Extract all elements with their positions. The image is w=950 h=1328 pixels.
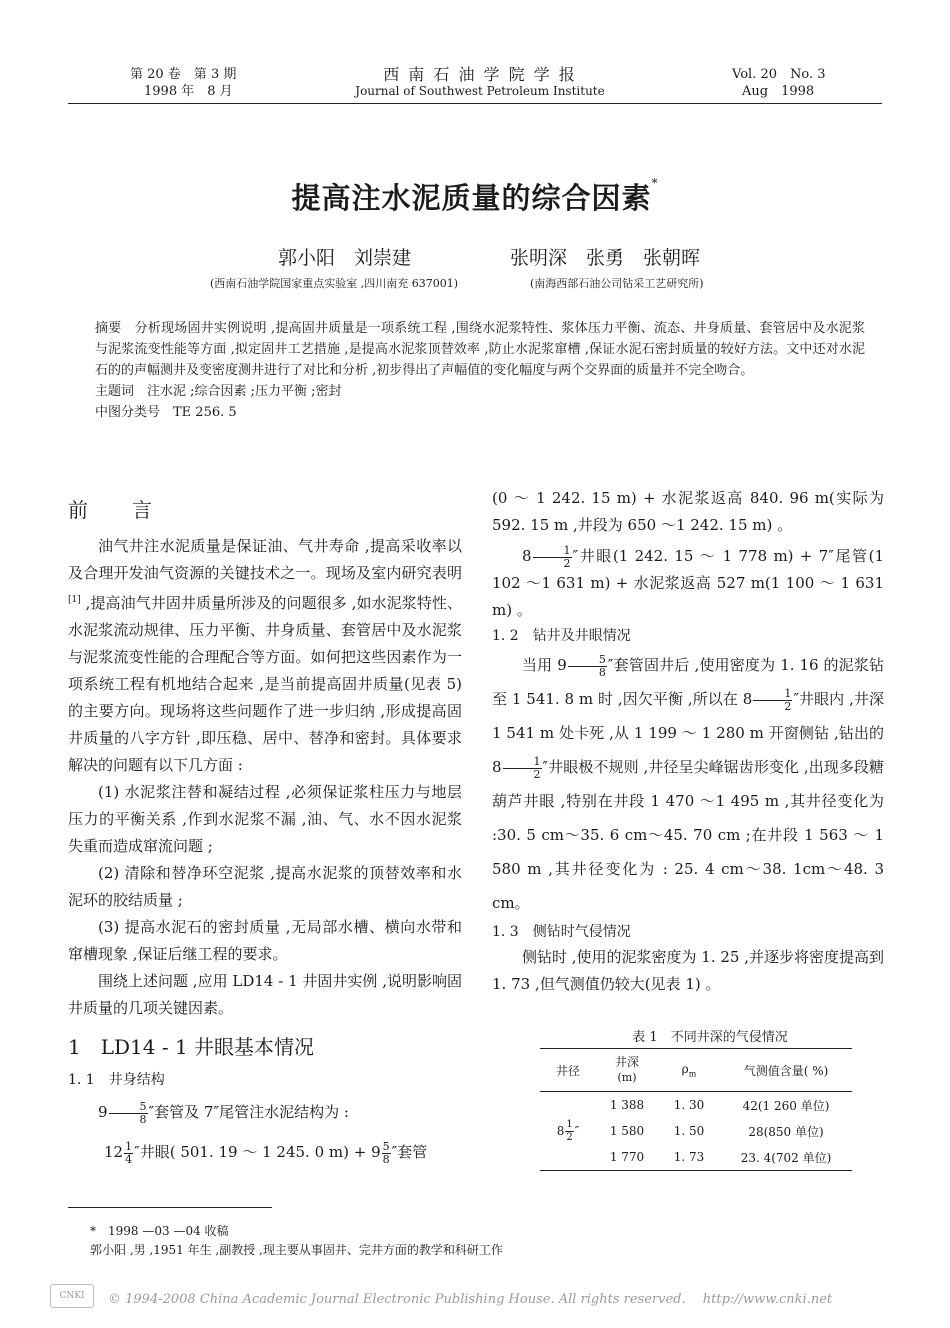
bore-unit: ″ bbox=[574, 1123, 580, 1138]
paper-title bbox=[0, 176, 950, 217]
liner-structure bbox=[492, 543, 884, 624]
table-header-row bbox=[540, 1049, 852, 1092]
header-rule bbox=[68, 103, 882, 104]
td-bore bbox=[540, 1092, 596, 1171]
abstract bbox=[95, 318, 865, 381]
classification-text: TE 256. 5 bbox=[160, 405, 237, 420]
drilling-text-c: ″井眼内 ,井深 1 541 m 处卡死 ,从 1 199 ～ 1 280 m 开窗侧钻 ,钻出的 8 bbox=[492, 690, 885, 776]
fraction-5-8 bbox=[382, 1141, 391, 1166]
th-depth-unit: (m) bbox=[617, 1071, 637, 1084]
classification-label: 中图分类号 bbox=[95, 405, 161, 420]
section-intro-heading: 前 言 bbox=[68, 498, 164, 522]
td-gas: 42(1 260 单位) bbox=[742, 1098, 830, 1113]
th-bore: 井径 bbox=[555, 1063, 580, 1078]
drilling-text-b: ″套管固井后 ,使用密度为 1. 16 的泥浆钻至 1 541. 8 m 时 ,因欠平衡 ,所以在 8 bbox=[492, 656, 885, 708]
fraction-1-4 bbox=[124, 1141, 133, 1166]
th-density-symbol: ρ bbox=[681, 1061, 689, 1076]
fraction-num: 5 bbox=[568, 654, 607, 667]
intro-text-a: 油气井注水泥质量是保证油、气井寿命 ,提高采收率以及合理开发油气资源的关键技术之一。现场及室内研究表明 bbox=[68, 537, 462, 582]
th-depth bbox=[596, 1049, 658, 1092]
table-1-caption: 表 1 不同井深的气侵情况 bbox=[632, 1030, 788, 1045]
th-depth-label: 井深 bbox=[614, 1055, 639, 1069]
copyright-notice: © 1994-2008 China Academic Journal Electronic Publishing House. All rights reserved. http://www.cnki.net bbox=[108, 1292, 833, 1307]
fraction-den: 8 bbox=[139, 1112, 147, 1126]
affiliation-2: (南海西部石油公司钻采工艺研究所) bbox=[530, 277, 704, 290]
header-volume-issue: 第 20 卷 第 3 期 bbox=[130, 67, 237, 82]
cnki-logo: CNKI bbox=[50, 1284, 94, 1308]
footnote-received: * 1998 —03 —04 收稿 bbox=[90, 1224, 229, 1238]
bore-int: 8 bbox=[556, 1123, 565, 1138]
gas-invasion-paragraph: 侧钻时 ,使用的泥浆密度为 1. 25 ,并逐步将密度提高到 1. 73 ,但气测值仍较大(见表 1) 。 bbox=[492, 948, 885, 993]
fraction-den: 2 bbox=[784, 699, 792, 713]
fraction-1-2 bbox=[753, 688, 792, 713]
td-depth: 1 580 bbox=[609, 1124, 645, 1138]
abstract-block bbox=[95, 318, 865, 423]
paper-title-text: 提高注水泥质量的综合因素 bbox=[291, 181, 652, 215]
fraction-1-2 bbox=[565, 1119, 573, 1144]
journal-name-en: Journal of Southwest Petroleum Institute bbox=[355, 84, 605, 98]
title-footnote-mark: * bbox=[651, 176, 659, 190]
casing-int: 9 bbox=[98, 1103, 108, 1121]
intro-item-3: (3) 提高水泥石的密封质量 ,无局部水槽、横向水带和窜槽现象 ,保证后继工程的要求。 bbox=[68, 918, 462, 963]
drilling-text-d: ″井眼极不规则 ,井径呈尖峰锯齿形变化 ,出现多段糖葫芦井眼 ,特别在井段 1 470 ～1 495 m ,其井径变化为 :30. 5 cm～35. 6 cm～45. 70 cm ;在井段 1 563 ～ 1 580 m ,其井径变化为 : 25. 4 cm～38. 1cm～48. 3 cm。 bbox=[492, 758, 884, 912]
abstract-label: 摘要 bbox=[95, 321, 122, 336]
journal-name-cn: 西 南 石 油 学 院 学 报 bbox=[383, 65, 577, 84]
intro-item-2: (2) 清除和替净环空泥浆 ,提高水泥浆的顶替效率和水泥环的胶结质量 ; bbox=[68, 864, 462, 909]
fraction-num: 5 bbox=[382, 1139, 390, 1153]
fraction-5-8 bbox=[109, 1101, 148, 1126]
drilling-paragraph bbox=[492, 648, 884, 920]
authors-group-1: 郭小阳 刘崇建 bbox=[278, 247, 412, 269]
fraction-1-2 bbox=[533, 545, 572, 570]
abstract-text: 分析现场固井实例说明 ,提高固井质量是一项系统工程 ,围绕水泥浆特性、浆体压力平衡、流态、井身质量、套管居中及水泥浆与泥浆流变性能等方面 ,拟定固井工艺措施 ,是提高水泥浆顶替效率 ,防止水泥浆窜槽 ,保证水泥石密封质量的较好方法。文中还对水泥石的的声幅测井及变密度测井进行了对比和分析 ,初步得出了声幅值的变化幅度与两个交界面的质量并不完全吻合。 bbox=[95, 321, 865, 378]
fraction-den: 4 bbox=[125, 1152, 133, 1166]
casing-text: ″套管及 7″尾管注水泥结构为 : bbox=[148, 1103, 349, 1121]
fraction-5-8 bbox=[568, 654, 607, 679]
th-density-sub: m bbox=[688, 1069, 697, 1079]
table-1 bbox=[540, 1048, 852, 1171]
borehole-text-casing: ″套管 bbox=[391, 1143, 428, 1161]
fraction-num: 5 bbox=[109, 1101, 148, 1114]
fraction-den: 2 bbox=[566, 1131, 573, 1143]
intro-paragraph bbox=[68, 533, 462, 779]
journal-name bbox=[330, 66, 630, 100]
fraction-den: 2 bbox=[563, 556, 571, 570]
fraction-num: 1 bbox=[125, 1139, 133, 1153]
td-density: 1. 50 bbox=[673, 1124, 705, 1138]
td-depth: 1 770 bbox=[609, 1150, 645, 1164]
casing-structure-line bbox=[68, 1092, 462, 1132]
intro-summary: 围绕上述问题 ,应用 LD14 - 1 井固井实例 ,说明影响固井质量的几项关键因素。 bbox=[68, 972, 462, 1017]
fraction-den: 2 bbox=[533, 767, 541, 781]
borehole-int: 12 bbox=[104, 1143, 124, 1161]
journal-vol-en bbox=[732, 66, 826, 100]
subsection-1-1-heading: 1. 1 井身结构 bbox=[68, 1072, 165, 1088]
fraction-1-2 bbox=[503, 756, 542, 781]
fraction-den: 8 bbox=[598, 665, 606, 679]
footnote-rule bbox=[68, 1207, 272, 1208]
header-vol-no: Vol. 20 No. 3 bbox=[732, 67, 826, 82]
affiliation-1: (西南石油学院国家重点实验室 ,四川南充 637001) bbox=[210, 277, 459, 290]
left-column bbox=[68, 495, 462, 1172]
fraction-num: 1 bbox=[753, 688, 792, 701]
borehole-text: ″井眼( 501. 19 ～ 1 245. 0 m) + 9 bbox=[134, 1143, 381, 1161]
td-gas: 23. 4(702 单位) bbox=[740, 1150, 832, 1165]
journal-volume bbox=[130, 66, 236, 100]
gas-invasion-table bbox=[540, 1048, 852, 1171]
header-date: 1998 年 8 月 bbox=[144, 84, 233, 99]
footnote-author: 郭小阳 ,男 ,1951 年生 ,副教授 ,现主要从事固井、完井方面的教学和科研工作 bbox=[90, 1243, 503, 1257]
subsection-1-2-heading: 1. 2 钻井及井眼情况 bbox=[492, 628, 631, 644]
structure-continued: (0 ～ 1 242. 15 m) + 水泥浆返高 840. 96 m(实际为 592. 15 m ,井段为 650 ～1 242. 15 m) 。 bbox=[492, 489, 884, 534]
hole-int: 8 bbox=[522, 547, 532, 565]
authors-group-2: 张明深 张勇 张朝晖 bbox=[510, 247, 701, 269]
fraction-den: 8 bbox=[382, 1152, 390, 1166]
header-month-year: Aug 1998 bbox=[742, 84, 815, 99]
fraction-num: 1 bbox=[503, 756, 542, 769]
th-gas: 气测值含量( %) bbox=[743, 1063, 829, 1078]
fraction-num: 1 bbox=[566, 1118, 573, 1130]
keywords-label: 主题词 bbox=[95, 384, 135, 399]
td-gas: 28(850 单位) bbox=[748, 1124, 824, 1139]
th-density bbox=[658, 1049, 720, 1092]
intro-text-b: ,提高油气井固井质量所涉及的问题很多 ,如水泥浆特性、水泥浆流动规律、压力平衡、井身质量、套管居中及水泥浆与泥浆流变性能的合理配合等方面。如何把这些因素作为一项系统工程有机地结合起来 ,是当前提高固井质量(见表 5)的主要方向。现场将这些问题作了进一步归纳 ,形成提高固井质量的八字方针 ,即压稳、居中、替净和密封。具体要求解决的问题有以下几方面 : bbox=[68, 594, 462, 774]
reference-1: [1] bbox=[68, 595, 81, 605]
td-depth: 1 388 bbox=[609, 1098, 645, 1112]
subsection-1-3-heading: 1. 3 侧钻时气侵情况 bbox=[492, 924, 631, 940]
fraction-num: 1 bbox=[533, 545, 572, 558]
classification bbox=[95, 402, 865, 423]
keywords-text: 注水泥 ;综合因素 ;压力平衡 ;密封 bbox=[134, 384, 342, 399]
footnote bbox=[90, 1222, 503, 1260]
drilling-text-a: 当用 9 bbox=[522, 656, 567, 674]
borehole-structure-line bbox=[68, 1132, 462, 1172]
table-row bbox=[540, 1092, 852, 1119]
td-density: 1. 73 bbox=[673, 1150, 705, 1164]
liner-text: ″井眼(1 242. 15 ～ 1 778 m) + 7″尾管(1 102 ～1 631 m) + 水泥浆返高 527 m(1 100 ～ 1 631 m) 。 bbox=[492, 547, 884, 619]
intro-item-1: (1) 水泥浆注替和凝结过程 ,必须保证浆柱压力与地层压力的平衡关系 ,作到水泥浆不漏 ,油、气、水不因水泥浆失重而造成窜流问题 ; bbox=[68, 783, 462, 855]
td-density: 1. 30 bbox=[673, 1098, 705, 1112]
right-column bbox=[492, 485, 884, 998]
section-1-heading: 1 LD14 - 1 井眼基本情况 bbox=[68, 1035, 315, 1059]
keywords bbox=[95, 381, 865, 402]
